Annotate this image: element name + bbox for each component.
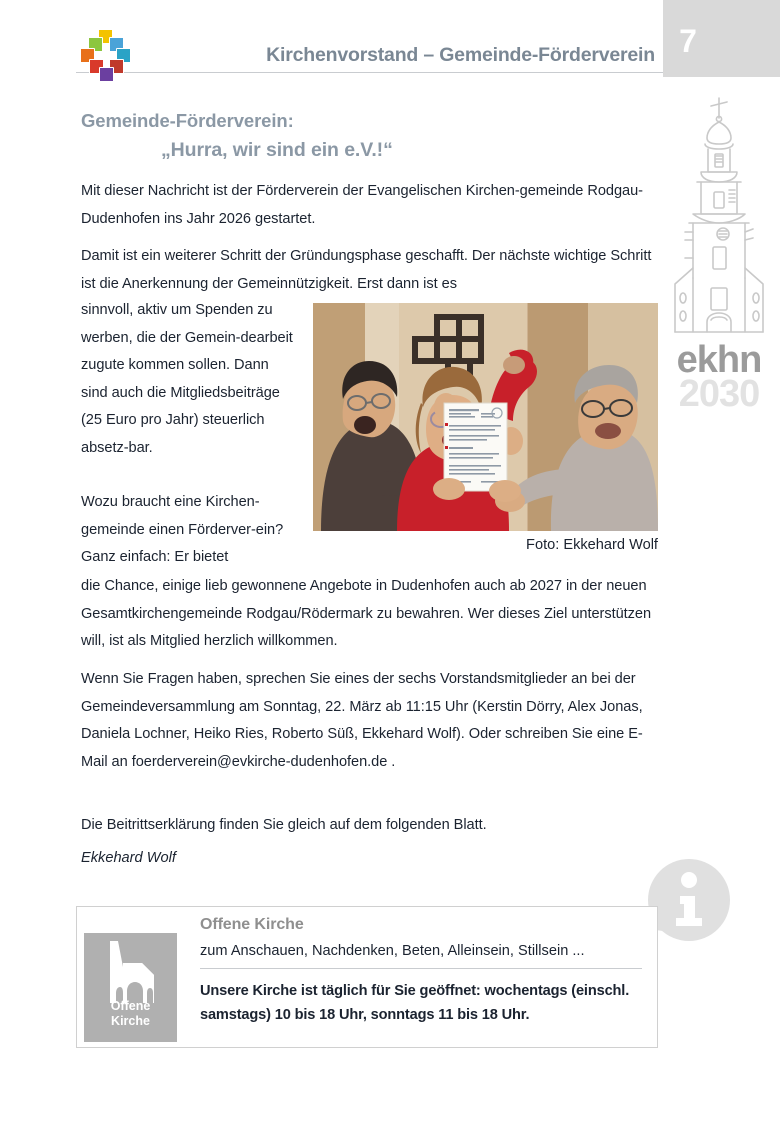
paragraph-7: Die Beitrittserklärung finden Sie gleich auf dem folgenden Blatt. <box>81 817 487 833</box>
ekhn-cross-logo <box>80 29 132 81</box>
header-divider <box>76 72 663 73</box>
paragraph-3: sinnvoll, aktiv um Spenden zu werben, die der Gemein-dearbeit zugute kommen sollen. Dann sind auch die Mitgliedsbeiträge (25 Euro pro Jahr) steuerlich absetz-bar. <box>81 302 293 456</box>
paragraph-2: Damit ist ein weiterer Schritt der Gründungsphase geschafft. Der nächste wichtige Schritt ist die Anerkennung der Gemeinnützigkeit. Erst dann ist es <box>81 248 652 292</box>
offene-kirche-icon-label <box>84 999 177 1029</box>
paragraph-1: Mit dieser Nachricht ist der Förderverein der Evangelischen Kirchen-gemeinde Rodgau-Dudenhofen ins Jahr 2026 gestartet. <box>81 183 643 227</box>
photo-caption: Foto: Ekkehard Wolf <box>526 537 658 553</box>
ekhn-2030-church-logo <box>663 92 775 432</box>
ekhn-year: 2030 <box>678 373 760 415</box>
article-signature: Ekkehard Wolf <box>81 850 176 866</box>
page-title: Kirchenvorstand – Gemeinde-Förderverein <box>266 44 655 66</box>
page-number: 7 <box>679 23 697 59</box>
offene-kirche-divider <box>200 968 642 969</box>
paragraph-5: die Chance, einige lieb gewonnene Angebote in Dudenhofen auch ab 2027 in der neuen Gesamtkirchengemeinde Rodgau/Rödermark zu bewahren. Wer dieses Ziel unterstützen will, ist als Mitglied herzlich willkommen. <box>81 578 652 649</box>
paragraph-6: Wenn Sie Fragen haben, sprechen Sie eines der sechs Vorstandsmitglieder an bei der Gemeindeversammlung am Sonntag, 22. März ab 11:15 Uhr (Kerstin Dörry, Alex Jonas, Daniela Lochner, Heiko Ries, Roberto Süß, Ekkehard Wolf). Oder schreiben Sie eine E-Mail an foerderverein@evkirche-dudenhofen.de . <box>81 671 643 770</box>
offene-kirche-subtitle: zum Anschauen, Nachdenken, Beten, Alleinsein, Stillsein ... <box>200 943 585 959</box>
article-title-line1: Gemeinde-Förderverein: <box>81 110 294 131</box>
article-title-line2: „Hurra, wir sind ein e.V.!“ <box>161 139 393 161</box>
icon-label-line1: Offene <box>110 999 151 1013</box>
foerderverein-group-photo <box>313 303 658 531</box>
offene-kirche-opening-hours: Unsere Kirche ist täglich für Sie geöffnet: wochentags (einschl. samstags) 10 bis 18 Uhr, sonntags 11 bis 18 Uhr. <box>200 983 630 1023</box>
ekhn-wordmark: ekhn <box>676 339 762 381</box>
paragraph-4: Wozu braucht eine Kirchen-gemeinde einen Förderver-ein? Ganz einfach: Er bietet <box>81 494 284 565</box>
icon-label-line2: Kirche <box>111 1014 150 1028</box>
offene-kirche-title: Offene Kirche <box>200 916 304 933</box>
offene-kirche-icon <box>84 933 177 1042</box>
